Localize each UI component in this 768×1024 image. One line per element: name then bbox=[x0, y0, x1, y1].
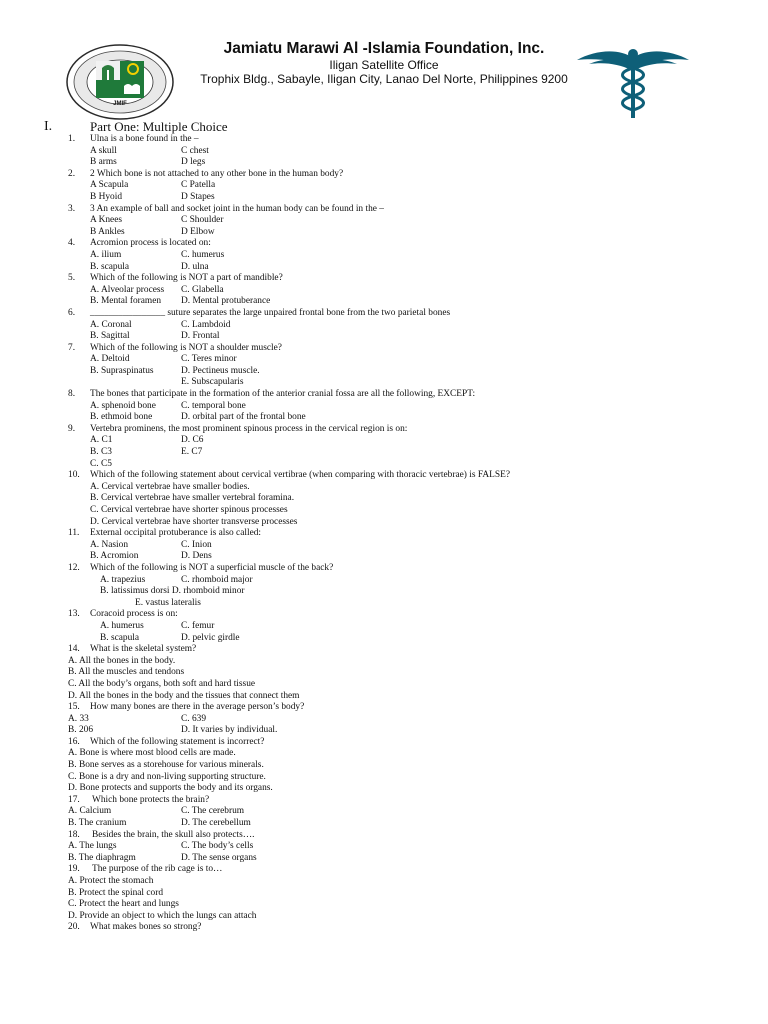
line-text: A. Alveolar process bbox=[90, 284, 165, 295]
question-line bbox=[0, 146, 768, 158]
line-text: B. C3 bbox=[90, 447, 112, 458]
line-text: Which of the following statement is incorrect? bbox=[90, 736, 265, 747]
question-line bbox=[0, 725, 768, 737]
line-text: B arms bbox=[90, 157, 117, 168]
line-text: C. femur bbox=[181, 620, 215, 631]
line-text: Which of the following is NOT a superficial muscle of the back? bbox=[90, 562, 334, 573]
line-text: The bones that participate in the formation of the anterior cranial fossa are all the following, EXCEPT: bbox=[90, 389, 476, 400]
question-number: 5. bbox=[68, 273, 76, 284]
line-text: Ulna is a bone found in the – bbox=[90, 134, 199, 144]
line-text: B. The cranium bbox=[68, 818, 127, 829]
question-line bbox=[0, 667, 768, 679]
question-number: 15. bbox=[68, 702, 80, 713]
question-line bbox=[0, 250, 768, 262]
line-text: Acromion process is located on: bbox=[90, 238, 211, 249]
question-number: 17. bbox=[68, 794, 80, 805]
line-text: B Ankles bbox=[90, 226, 125, 237]
line-text: C. Bone is a dry and non-living supporting structure. bbox=[68, 771, 266, 782]
line-text: D. Dens bbox=[181, 551, 212, 562]
question-line bbox=[0, 354, 768, 366]
line-text: Which of the following is NOT a shoulder muscle? bbox=[90, 342, 282, 353]
line-text: B. scapula bbox=[100, 632, 140, 643]
svg-text:JMIF: JMIF bbox=[113, 101, 127, 107]
line-text: The purpose of the rib cage is to… bbox=[92, 864, 223, 875]
line-text: 2 Which bone is not attached to any other bone in the human body? bbox=[90, 168, 344, 179]
question-number: 11. bbox=[68, 528, 80, 539]
line-text: C. Protect the heart and lungs bbox=[68, 899, 179, 910]
question-line bbox=[0, 320, 768, 332]
question-line bbox=[0, 424, 768, 436]
question-line bbox=[0, 563, 768, 575]
question-line bbox=[0, 644, 768, 656]
question-line bbox=[0, 806, 768, 818]
line-text: A. Nasion bbox=[90, 539, 129, 550]
question-line bbox=[0, 760, 768, 772]
line-text: D. Pectineus muscle. bbox=[181, 365, 260, 376]
line-text: A. trapezius bbox=[100, 574, 146, 585]
question-line bbox=[0, 702, 768, 714]
line-text: A. The lungs bbox=[68, 841, 117, 852]
question-number: 20. bbox=[68, 922, 80, 933]
question-number: 6. bbox=[68, 307, 76, 318]
question-line bbox=[0, 505, 768, 517]
line-text: A. Cervical vertebrae have smaller bodies. bbox=[90, 481, 250, 492]
line-text: C. All the body’s organs, both soft and hard tissue bbox=[68, 678, 256, 689]
line-text: B. latissimus dorsi D. rhomboid minor bbox=[100, 586, 245, 597]
line-text: B. scapula bbox=[90, 261, 130, 272]
line-text: A. All the bones in the body. bbox=[68, 655, 176, 666]
line-text: A. Bone is where most blood cells are made. bbox=[68, 748, 236, 759]
foundation-seal-logo bbox=[66, 44, 174, 120]
line-text: External occipital protuberance is also called: bbox=[90, 528, 262, 539]
question-line bbox=[0, 830, 768, 842]
line-text: C. Teres minor bbox=[181, 354, 237, 365]
question-line bbox=[0, 551, 768, 563]
section-number: I. bbox=[44, 119, 53, 134]
organization-name: Jamiatu Marawi Al -Islamia Foundation, Inc. bbox=[223, 40, 545, 57]
line-text: C. Lambdoid bbox=[181, 319, 231, 330]
line-text: D. All the bones in the body and the tissues that connect them bbox=[68, 690, 300, 701]
question-line bbox=[0, 575, 768, 587]
question-number: 19. bbox=[68, 864, 80, 875]
line-text: Which of the following statement about cervical vertibrae (when comparing with thoracic vertebrae) is FALSE? bbox=[90, 470, 510, 481]
question-line bbox=[0, 922, 768, 934]
question-line bbox=[0, 238, 768, 250]
line-text: Besides the brain, the skull also protects…. bbox=[92, 829, 255, 840]
line-text: A. sphenoid bone bbox=[90, 400, 156, 411]
question-line bbox=[0, 737, 768, 749]
question-line bbox=[0, 227, 768, 239]
question-line bbox=[0, 296, 768, 308]
line-text: A. Coronal bbox=[90, 319, 132, 330]
line-text: B. Bone serves as a storehouse for various minerals. bbox=[68, 760, 264, 771]
line-text: B. Supraspinatus bbox=[90, 365, 154, 376]
question-line bbox=[0, 911, 768, 923]
line-text: B. Mental foramen bbox=[90, 296, 162, 307]
question-line bbox=[0, 586, 768, 598]
line-text: How many bones are there in the average person’s body? bbox=[90, 702, 305, 713]
line-text: A. Protect the stomach bbox=[68, 876, 154, 886]
question-line bbox=[0, 459, 768, 471]
line-text: D. Frontal bbox=[181, 331, 220, 342]
question-line bbox=[0, 308, 768, 320]
question-line bbox=[0, 795, 768, 807]
question-line bbox=[0, 331, 768, 343]
question-line bbox=[0, 285, 768, 297]
question-line bbox=[0, 517, 768, 529]
question-line bbox=[0, 783, 768, 795]
question-number: 16. bbox=[68, 736, 80, 747]
line-text: D. ulna bbox=[181, 261, 209, 272]
line-text: Which bone protects the brain? bbox=[92, 794, 210, 805]
line-text: E. vastus lateralis bbox=[135, 597, 201, 608]
line-text: C Patella bbox=[181, 180, 216, 191]
question-number: 13. bbox=[68, 609, 80, 620]
line-text: A. ilium bbox=[90, 249, 122, 260]
question-list bbox=[0, 134, 768, 934]
question-line bbox=[0, 621, 768, 633]
question-line bbox=[0, 482, 768, 494]
line-text: B. All the muscles and tendons bbox=[68, 667, 185, 678]
line-text: C. humerus bbox=[181, 249, 225, 260]
line-text: A skull bbox=[90, 145, 117, 156]
question-line bbox=[0, 389, 768, 401]
question-line bbox=[0, 157, 768, 169]
line-text: B. 206 bbox=[68, 725, 94, 736]
line-text: D Stapes bbox=[181, 191, 215, 202]
line-text: A. C1 bbox=[90, 435, 113, 446]
line-text: B. ethmoid bone bbox=[90, 412, 153, 423]
question-line bbox=[0, 679, 768, 691]
line-text: D. It varies by individual. bbox=[181, 725, 278, 736]
caduceus-icon bbox=[575, 44, 691, 120]
line-text: Coracoid process is on: bbox=[90, 609, 178, 620]
line-text: D. orbital part of the frontal bone bbox=[181, 412, 306, 423]
question-line bbox=[0, 714, 768, 726]
question-line bbox=[0, 748, 768, 760]
line-text: D. Provide an object to which the lungs can attach bbox=[68, 910, 257, 921]
line-text: B. The diaphragm bbox=[68, 852, 136, 863]
line-text: C chest bbox=[181, 145, 209, 156]
question-number: 8. bbox=[68, 389, 76, 400]
question-number: 18. bbox=[68, 829, 80, 840]
question-line bbox=[0, 204, 768, 216]
question-line bbox=[0, 633, 768, 645]
question-line bbox=[0, 772, 768, 784]
line-text: C. Cervical vertebrae have shorter spinous processes bbox=[90, 505, 288, 515]
line-text: D. The cerebellum bbox=[181, 818, 251, 829]
line-text: A. Calcium bbox=[68, 806, 112, 817]
question-number: 10. bbox=[68, 470, 80, 481]
line-text: C. C5 bbox=[90, 458, 112, 469]
line-text: C. The body’s cells bbox=[181, 841, 254, 852]
question-line bbox=[0, 273, 768, 285]
line-text: C. rhomboid major bbox=[181, 574, 253, 585]
office-name: Iligan Satellite Office bbox=[329, 58, 439, 72]
question-number: 1. bbox=[68, 134, 76, 144]
question-number: 2. bbox=[68, 168, 76, 179]
question-line bbox=[0, 493, 768, 505]
line-text: E. Subscapularis bbox=[181, 377, 244, 388]
question-number: 4. bbox=[68, 238, 76, 249]
line-text: A. 33 bbox=[68, 713, 89, 724]
line-text: A Knees bbox=[90, 215, 123, 226]
office-address: Trophix Bldg., Sabayle, Iligan City, Lanao Del Norte, Philippines 9200 bbox=[200, 72, 568, 86]
question-line bbox=[0, 853, 768, 865]
line-text: B. Protect the spinal cord bbox=[68, 887, 164, 898]
line-text: D. Mental protuberance bbox=[181, 296, 271, 307]
question-line bbox=[0, 412, 768, 424]
question-line bbox=[0, 876, 768, 888]
question-line bbox=[0, 169, 768, 181]
question-line bbox=[0, 888, 768, 900]
question-line bbox=[0, 401, 768, 413]
section-title: Part One: Multiple Choice bbox=[90, 119, 228, 134]
line-text: D. Bone protects and supports the body and its organs. bbox=[68, 783, 273, 794]
line-text: A. humerus bbox=[100, 620, 144, 631]
line-text: A. Deltoid bbox=[90, 354, 130, 365]
question-number: 9. bbox=[68, 423, 76, 434]
question-number: 3. bbox=[68, 203, 76, 214]
question-number: 7. bbox=[68, 342, 76, 353]
question-line bbox=[0, 656, 768, 668]
line-text: Which of the following is NOT a part of mandible? bbox=[90, 273, 283, 284]
line-text: B. Cervical vertebrae have smaller vertebral foramina. bbox=[90, 493, 295, 504]
question-line bbox=[0, 864, 768, 876]
question-line bbox=[0, 609, 768, 621]
question-line bbox=[0, 134, 768, 146]
line-text: C. 639 bbox=[181, 713, 207, 724]
question-line bbox=[0, 691, 768, 703]
line-text: D Elbow bbox=[181, 226, 215, 237]
document-header bbox=[0, 0, 768, 120]
question-line bbox=[0, 215, 768, 227]
question-line bbox=[0, 598, 768, 610]
line-text: A Scapula bbox=[90, 180, 129, 191]
question-number: 14. bbox=[68, 644, 80, 655]
line-text: C. temporal bone bbox=[181, 400, 246, 411]
line-text: D. C6 bbox=[181, 435, 204, 446]
line-text: D. The sense organs bbox=[181, 852, 257, 863]
question-line bbox=[0, 540, 768, 552]
line-text: E. C7 bbox=[181, 447, 203, 458]
line-text: Vertebra prominens, the most prominent spinous process in the cervical region is on: bbox=[90, 423, 408, 434]
question-line bbox=[0, 262, 768, 274]
line-text: D. pelvic girdle bbox=[181, 632, 240, 643]
question-line bbox=[0, 435, 768, 447]
line-text: 3 An example of ball and socket joint in the human body can be found in the – bbox=[90, 203, 384, 214]
question-line bbox=[0, 180, 768, 192]
line-text: D legs bbox=[181, 157, 206, 168]
line-text: C Shoulder bbox=[181, 215, 224, 226]
line-text: C. The cerebrum bbox=[181, 806, 245, 817]
line-text: What makes bones so strong? bbox=[90, 922, 202, 933]
line-text: B. Acromion bbox=[90, 551, 139, 562]
line-text: B. Sagittal bbox=[90, 331, 130, 342]
question-line bbox=[0, 818, 768, 830]
question-line bbox=[0, 192, 768, 204]
question-line bbox=[0, 841, 768, 853]
question-line bbox=[0, 447, 768, 459]
question-line bbox=[0, 899, 768, 911]
question-line bbox=[0, 366, 768, 378]
line-text: ________________ suture separates the large unpaired frontal bone from the two parietal bones bbox=[90, 307, 451, 318]
question-line bbox=[0, 470, 768, 482]
line-text: C. Glabella bbox=[181, 284, 224, 295]
line-text: C. Inion bbox=[181, 539, 212, 550]
question-number: 12. bbox=[68, 562, 80, 573]
question-line bbox=[0, 377, 768, 389]
line-text: What is the skeletal system? bbox=[90, 644, 197, 655]
question-line bbox=[0, 343, 768, 355]
line-text: D. Cervical vertebrae have shorter transverse processes bbox=[90, 516, 298, 527]
line-text: B Hyoid bbox=[90, 191, 123, 202]
question-line bbox=[0, 528, 768, 540]
